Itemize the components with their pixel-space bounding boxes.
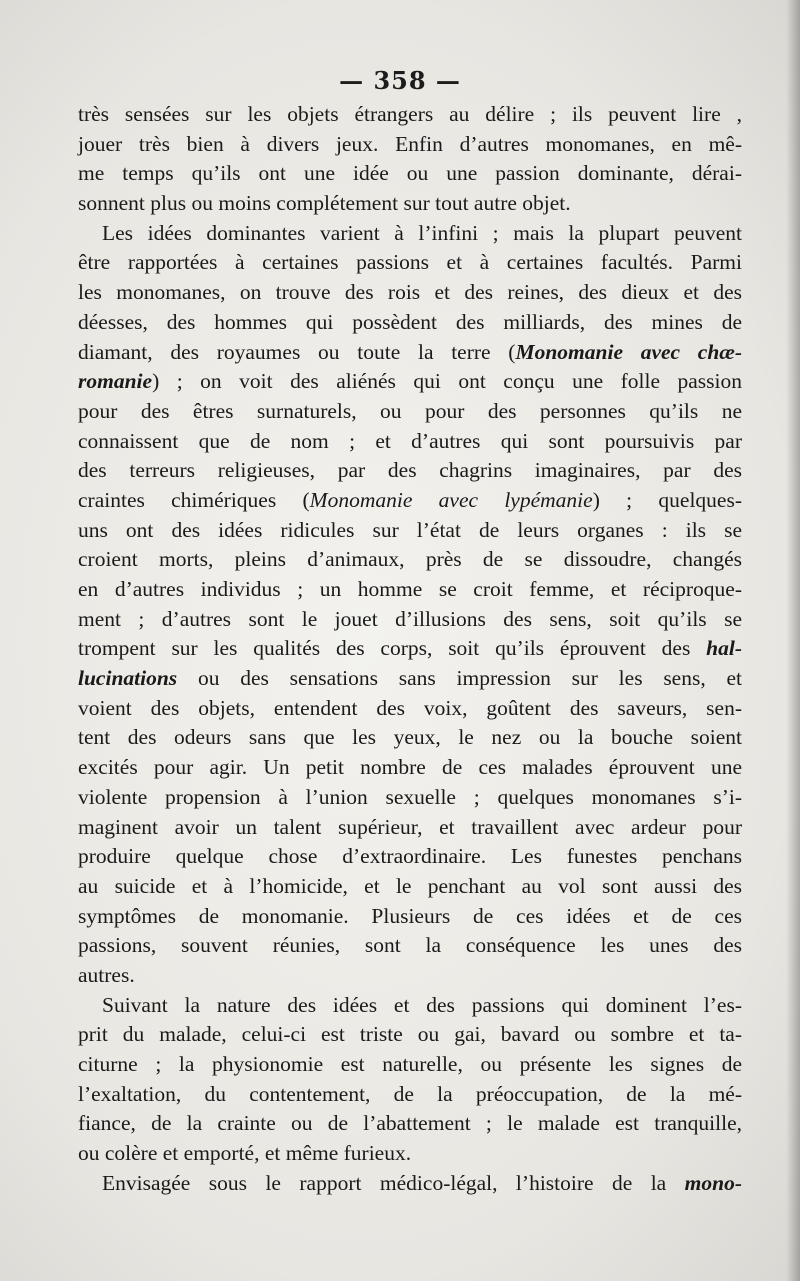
text-line: [78, 902, 742, 932]
text-segment: pour des êtres surnaturels, ou pour des personnes qu’ils ne: [78, 398, 742, 423]
text-line: [78, 931, 742, 961]
text-segment: trompent sur les qualités des corps, soit qu’ils éprouvent des: [78, 636, 707, 661]
text-line: [78, 842, 742, 872]
text-segment: mono-: [684, 1170, 742, 1195]
text-segment: ) ; on voit des aliénés qui ont conçu une folle passion: [152, 369, 742, 394]
text-line: [78, 694, 742, 724]
text-line: [78, 308, 742, 338]
text-line: [78, 872, 742, 902]
text-line: [78, 397, 742, 427]
text-segment: en d’autres individus ; un homme se croit femme, et réciproque-: [78, 577, 742, 601]
text-segment: violente propension à l’union sexuelle ; quelques monomanes s’i-: [78, 784, 742, 809]
text-segment: hal-: [706, 636, 742, 661]
text-segment: déesses, des hommes qui possèdent des milliards, des mines de: [78, 309, 742, 334]
text-line: [78, 159, 742, 189]
text-segment: tent des odeurs sans que les yeux, le nez ou la bouche soient: [78, 725, 742, 750]
text-segment: Suivant la nature des idées et des passions qui dominent l’es-: [102, 992, 742, 1017]
text-line: [78, 486, 742, 516]
text-line: [78, 575, 742, 605]
text-segment: citurne ; la physionomie est naturelle, ou présente les signes de: [78, 1052, 742, 1076]
text-segment: Envisagée sous le rapport médico-légal, l’histoire de la: [102, 1170, 685, 1195]
text-segment: jouer très bien à divers jeux. Enfin d’autres monomanes, en mê-: [78, 131, 742, 156]
text-segment: autres.: [78, 962, 135, 987]
text-line: [78, 991, 742, 1021]
text-line: [78, 545, 742, 575]
text-line: [78, 516, 742, 546]
text-line: [78, 1109, 742, 1139]
text-segment: au suicide et à l’homicide, et le penchant au vol sont aussi des: [78, 873, 742, 898]
text-line: [78, 961, 742, 991]
text-line: [78, 219, 742, 249]
text-line: [78, 338, 742, 368]
text-segment: connaissent que de nom ; et d’autres qui sont poursuivis par: [78, 428, 742, 453]
text-line: [78, 1050, 742, 1080]
text-segment: passions, souvent réunies, sont la conséquence les unes des: [78, 933, 742, 958]
text-segment: être rapportées à certaines passions et à certaines facultés. Parmi: [78, 250, 742, 275]
text-segment: maginent avoir un talent supérieur, et travaillent avec ardeur pour: [78, 814, 742, 839]
text-segment: ) ; quelques-: [592, 487, 742, 512]
text-line: [78, 753, 742, 783]
text-segment: Monomanie avec lypémanie: [309, 487, 593, 512]
text-line: [78, 1020, 742, 1050]
text-segment: prit du malade, celui-ci est triste ou gai, bavard ou sombre et ta-: [78, 1022, 742, 1047]
text-segment: ou colère et emporté, et même furieux.: [78, 1141, 412, 1166]
text-segment: l’exaltation, du contentement, de la préoccupation, de la mé-: [78, 1081, 742, 1106]
text-segment: produire quelque chose d’extraordinaire. Les funestes penchans: [78, 844, 742, 869]
text-segment: ment ; d’autres sont le jouet d’illusions des sens, soit qu’ils se: [78, 606, 742, 631]
text-segment: ou des sensations sans impression sur les sens, et: [177, 666, 742, 691]
text-segment: très sensées sur les objets étrangers au délire ; ils peuvent lire ,: [78, 102, 742, 126]
text-segment: les monomanes, on trouve des rois et des reines, des dieux et des: [78, 280, 742, 305]
text-line: [78, 427, 742, 457]
text-line: [78, 1169, 742, 1199]
text-segment: excités pour agir. Un petit nombre de ces malades éprouvent une: [78, 755, 742, 780]
text-line: [78, 189, 742, 219]
text-segment: fiance, de la crainte ou de l’abattement ; le malade est tranquille,: [78, 1111, 742, 1136]
text-segment: uns ont des idées ridicules sur l’état de leurs organes : ils se: [78, 517, 742, 542]
text-line: [78, 605, 742, 635]
text-line: [78, 1080, 742, 1110]
text-segment: romanie: [78, 369, 153, 394]
text-segment: des terreurs religieuses, par des chagrins imaginaires, par des: [78, 458, 742, 483]
text-segment: sonnent plus ou moins complétement sur tout autre objet.: [78, 191, 571, 216]
text-line: [78, 248, 742, 278]
text-segment: symptômes de monomanie. Plusieurs de ces idées et de ces: [78, 903, 742, 928]
text-segment: voient des objets, entendent des voix, goûtent des saveurs, sen-: [78, 695, 742, 720]
text-segment: Les idées dominantes varient à l’infini ; mais la plupart peuvent: [102, 220, 742, 245]
text-line: [78, 278, 742, 308]
page-number: — 358 —: [339, 66, 461, 95]
text-segment: lucinations: [78, 666, 178, 691]
text-segment: Monomanie avec chæ-: [515, 339, 742, 364]
text-segment: croient morts, pleins d’animaux, près de se dissoudre, changés: [78, 547, 742, 572]
text-line: [78, 130, 742, 160]
text-line: [78, 634, 742, 664]
page-text: [78, 100, 742, 1198]
text-line: [78, 813, 742, 843]
text-line: [78, 456, 742, 486]
text-line: [78, 783, 742, 813]
text-segment: craintes chimériques (: [78, 487, 310, 512]
text-line: [78, 723, 742, 753]
text-segment: diamant, des royaumes ou toute la terre (: [78, 339, 516, 364]
text-line: [78, 367, 742, 397]
text-line: [78, 664, 742, 694]
text-segment: me temps qu’ils ont une idée ou une passion dominante, dérai-: [78, 161, 742, 186]
text-line: [78, 100, 742, 130]
page-edge-shadow: [786, 0, 800, 1281]
text-line: [78, 1139, 742, 1169]
